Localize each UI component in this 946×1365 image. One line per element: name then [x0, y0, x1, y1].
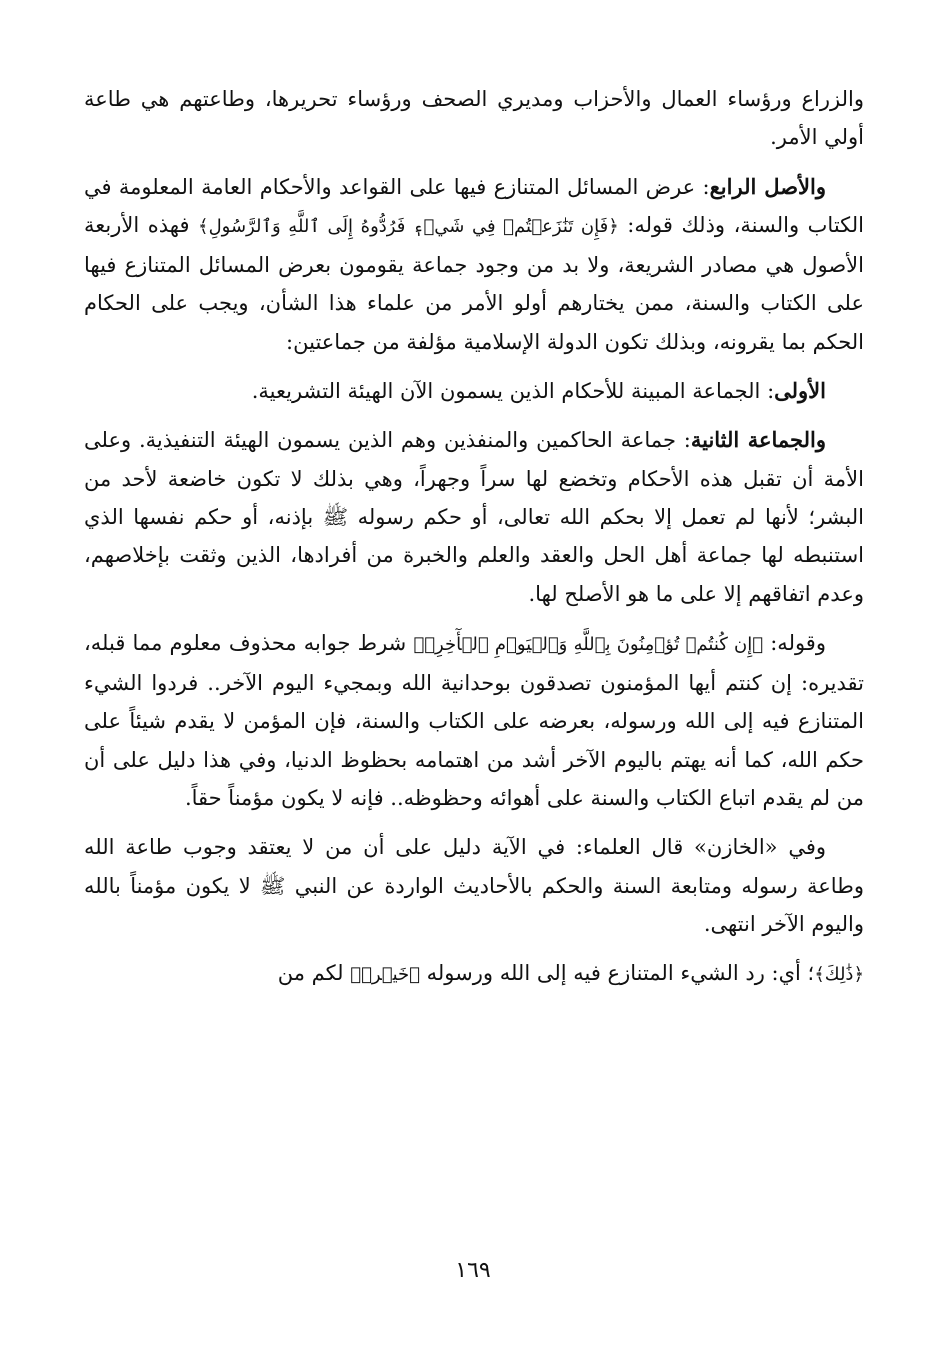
paragraph-text: : الجماعة المبينة للأحكام الذين يسمون الآن الهيئة التشريعية. [251, 379, 775, 404]
heading-second-group: والجماعة الثانية [690, 427, 826, 453]
paragraph [84, 624, 864, 817]
heading-fourth-principle: والأصل الرابع [709, 173, 826, 199]
page-text [84, 80, 864, 1006]
paragraph-text: : عرض المسائل المتنازع فيها على القواعد والأحكام العامة المعلومة في الكتاب والسنة، وذلك قوله: [84, 174, 864, 237]
paragraph [84, 372, 864, 410]
paragraph-text: : جماعة الحاكمين والمنفذين وهم الذين يسمون الهيئة التنفيذية. وعلى الأمة أن تقبل هذه الأحكام وتخضع لها سراً وجهراً، وهي بذلك لا تكون خاضعة لأحد من البشر؛ لأنها لم تعمل إلا بحكم الله تعالى، أو حكم رسوله ﷺ بإذنه، أو حكم نفسها الذي استنبطه لها جماعة أهل الحل والعقد والعلم والخبرة من أفرادها، الذين وثقت بإخلاصهم، وعدم اتفاقهم إلا على ما هو الأصلح لها. [84, 428, 864, 606]
quran-verse: ﴿خَيۡرٞ﴾ [350, 964, 420, 986]
paragraph [84, 828, 864, 943]
paragraph-text: والزراع ورؤساء العمال والأحزاب ومديري الصحف ورؤساء تحريرها، وطاعتهم هي طاعة أولي الأمر. [84, 87, 864, 150]
page-number: ١٦٩ [455, 1258, 491, 1283]
paragraph [84, 954, 864, 994]
paragraph-text: وفي «الخازن» قال العلماء: في الآية دليل على أن من لا يعتقد وجوب طاعة الله وطاعة رسوله ومتابعة السنة والحكم بالأحاديث الواردة عن النبي ﷺ لا يكون مؤمناً بالله واليوم الآخر انتهى. [84, 835, 864, 936]
heading-first-group: الأولى [774, 378, 826, 404]
paragraph [84, 168, 864, 361]
paragraph-text: فهذه الأربعة الأصول هي مصادر الشريعة، ولا بد من وجود جماعة يقومون بعرض المسائل المتنازع فيها على الكتاب والسنة، ممن يختارهم أولو الأمر من علماء هذا الشأن، ويجب على الحكام الحكم بما يقرونه، وبذلك تكون الدولة الإسلامية مؤلفة من جماعتين: [84, 212, 864, 354]
quran-verse: ﴿فَإِن تَنَٰزَعۡتُمۡ فِي شَيۡءٖ فَرُدُّوهُ إِلَى ٱللَّهِ وَٱلرَّسُولِ﴾ [198, 215, 619, 237]
paragraph-text: شرط جوابه محذوف معلوم مما قبله، تقديره: إن كنتم أيها المؤمنون تصدقون بوحدانية الله وبمجيء اليوم الآخر.. فردوا الشيء المتنازع فيه إلى الله ورسوله، بعرضه على الكتاب والسنة، فإن المؤمن لا يقدم شيئاً على حكم الله، كما أنه يهتم باليوم الآخر أشد من اهتمامه بحظوظ الدنيا، وفي هذا دليل على أن من لم يقدم اتباع الكتاب والسنة على أهوائه وحظوظه.. فإنه لا يكون مؤمناً حقاً. [84, 630, 864, 811]
paragraph [84, 80, 864, 157]
paragraph [84, 421, 864, 612]
quran-verse: ﴿ذَٰلِكَ﴾ [814, 964, 864, 986]
quran-verse: ﴿إِن كُنتُمۡ تُؤۡمِنُونَ بِٱللَّهِ وَٱلۡيَوۡمِ ٱلۡأٓخِرِۚ﴾ [413, 633, 764, 655]
paragraph-text: لكم من [277, 961, 351, 986]
paragraph-text: ؛ أي: رد الشيء المتنازع فيه إلى الله ورسوله [419, 961, 815, 986]
paragraph-text: وقوله: [763, 630, 826, 655]
